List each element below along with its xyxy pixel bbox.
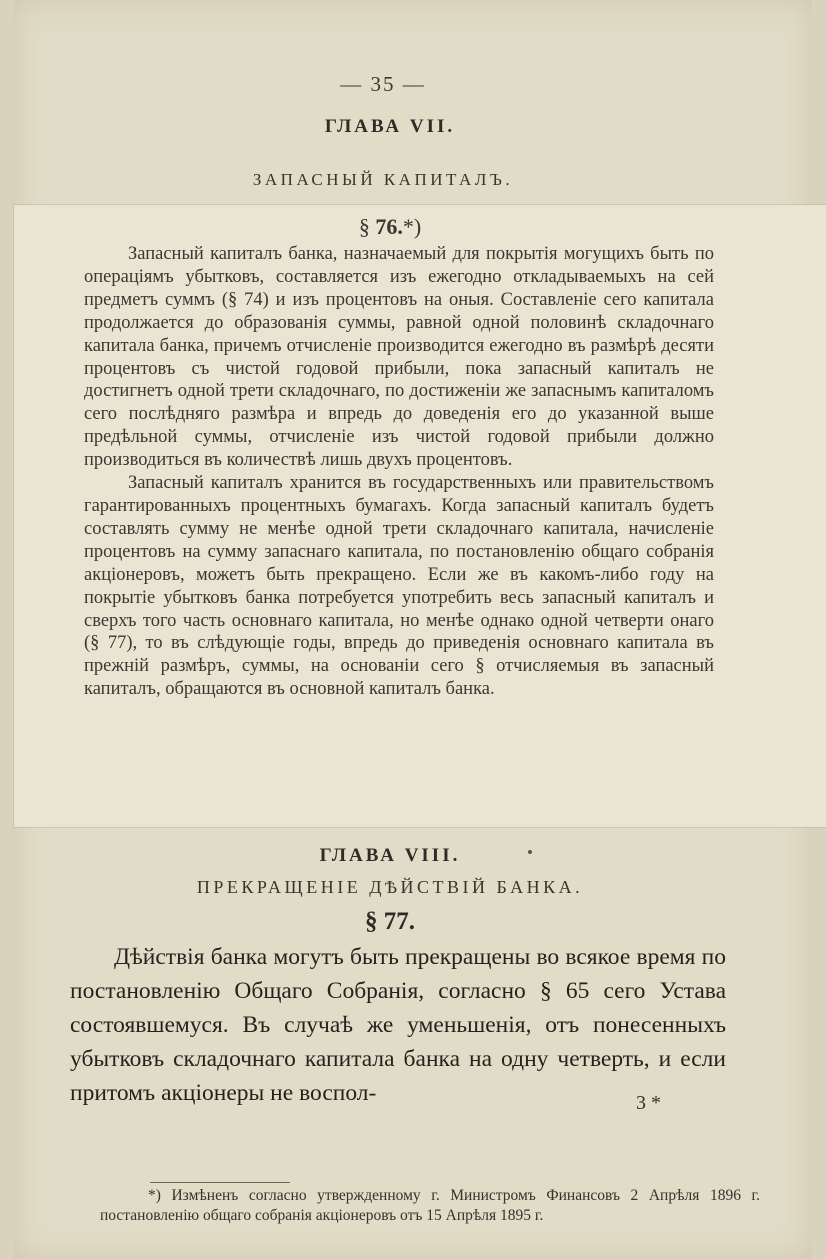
section-symbol: § (358, 214, 370, 239)
footnote (100, 1186, 760, 1226)
section-76-heading (0, 214, 780, 240)
footnote-marker: *) (402, 214, 422, 239)
paragraph: Дѣйствія банка могутъ быть прекращены во всякое время по постановленію Общаго Собранія, согласно § 65 сего Устава состоявшемуся. Въ случаѣ же уменьшенія, отъ понесенныхъ убытковъ складочнаго капитала банка на одну четверть, и если притомъ акціонеры не воспол- (70, 944, 726, 1106)
chapter-7-title: ЗАПАСНЫЙ КАПИТАЛЪ. (252, 170, 514, 189)
paper-speck (528, 850, 532, 854)
section-76-body (84, 243, 714, 701)
section-77-heading: § 77. (365, 908, 415, 935)
chapter-8-heading: ГЛАВА VIII. (319, 845, 461, 866)
footnote-rule (150, 1182, 290, 1183)
paragraph: Запасный капиталъ хранится въ государственныхъ или правительствомъ гарантированныхъ процентныхъ бумагахъ. Когда запасный капиталъ будетъ составлять сумму не менѣе одной трети складочнаго капитала, начисленіе процентовъ на сумму запаснаго капитала, по постановленію общаго собранія акціонеровъ, можетъ быть прекращено. Если же въ какомъ-либо году на покрытіе убытковъ банка потребуется употребить весь запасный капиталъ и сверхъ того часть основнаго капитала, но менѣе однако одной четверти онаго (§ 77), то въ слѣдующіе годы, впредь до приведенія основнаго капитала въ прежній размѣръ, суммы, на основаніи сего § отчисляемыя въ запасный капиталъ, обращаются въ основной капиталъ банка. (84, 473, 714, 700)
paragraph: Запасный капиталъ банка, назначаемый для покрытія могущихъ быть по операціямъ убытковъ, составляется изъ ежегодно откладываемыхъ на сей предметъ суммъ (§ 74) и изъ процентовъ на оныя. Составленіе сего капитала продолжается до образованія суммы, равной одной половинѣ складочнаго капитала банка, причемъ отчисленіе производится ежегодно въ размѣрѣ десяти процентовъ съ чистой годовой прибыли, пока запасный капиталъ не достигнетъ одной трети складочнаго, по достиженіи же запаснымъ капиталомъ сего послѣдняго размѣра и впредь до доведенія его до указанной выше предѣльной суммы, отчисленіе изъ чистой годовой прибыли должно производиться въ количествѣ лишь двухъ процентовъ. (84, 244, 714, 471)
section-77-body (70, 940, 726, 1110)
chapter-8-title: ПРЕКРАЩЕНІЕ ДѢЙСТВІЙ БАНКА. (196, 877, 584, 897)
chapter-7-heading: ГЛАВА VII. (324, 116, 456, 137)
footnote-text: *) Измѣненъ согласно утвержденному г. Министромъ Финансовъ 2 Апрѣля 1896 г. постановленію общаго собранія акціонеровъ отъ 15 Апрѣля 1895 г. (100, 1187, 760, 1224)
signature-mark: 3 * (636, 1092, 661, 1114)
page-number: — 35 — (340, 72, 426, 96)
section-number: 76. (375, 214, 403, 239)
